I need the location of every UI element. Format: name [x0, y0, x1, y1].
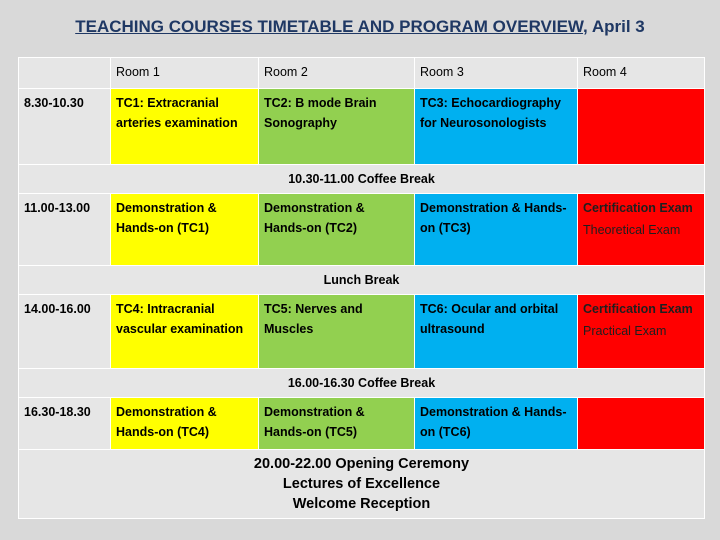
closing-event: 20.00-22.00 Opening Ceremony	[253, 456, 470, 472]
session-room-2: Demonstration & Hands-on (TC5)	[259, 398, 415, 450]
closing-event: Welcome Reception	[292, 496, 431, 512]
break-label: Lunch Break	[19, 266, 705, 295]
session-room-2: Demonstration & Hands-on (TC2)	[259, 194, 415, 266]
session-room-1: Demonstration & Hands-on (TC1)	[111, 194, 259, 266]
closing-events	[19, 450, 705, 519]
session-room-4	[578, 398, 705, 450]
room-4-subtitle: Theoretical Exam	[583, 223, 681, 237]
session-room-1: TC1: Extracranial arteries examination	[111, 89, 259, 165]
session-room-4	[578, 194, 705, 266]
table-row	[19, 89, 705, 165]
table-row	[19, 194, 705, 266]
closing-event: Lectures of Excellence	[282, 476, 441, 492]
header-corner	[19, 58, 111, 89]
break-row	[19, 369, 705, 398]
break-row	[19, 266, 705, 295]
closing-row	[19, 450, 705, 519]
room-4-subtitle: Practical Exam	[583, 324, 667, 338]
time-slot: 8.30-10.30	[19, 89, 111, 165]
session-room-3: TC3: Echocardiography for Neurosonologists	[415, 89, 578, 165]
table-row	[19, 398, 705, 450]
session-room-2: TC2: B mode Brain Sonography	[259, 89, 415, 165]
time-slot: 11.00-13.00	[19, 194, 111, 266]
timetable	[18, 57, 705, 519]
break-row	[19, 165, 705, 194]
page-title	[0, 17, 720, 37]
header-row	[19, 58, 705, 89]
title-main: TEACHING COURSES TIMETABLE AND PROGRAM OVERVIEW	[75, 17, 584, 36]
session-room-3: Demonstration & Hands-on (TC6)	[415, 398, 578, 450]
header-room-2: Room 2	[259, 58, 415, 89]
room-4-title: Certification Exam	[583, 302, 693, 316]
table-row	[19, 295, 705, 369]
session-room-1: TC4: Intracranial vascular examination	[111, 295, 259, 369]
session-room-4	[578, 295, 705, 369]
break-label: 16.00-16.30 Coffee Break	[19, 369, 705, 398]
room-4-title: Certification Exam	[583, 201, 693, 215]
session-room-3: TC6: Ocular and orbital ultrasound	[415, 295, 578, 369]
header-room-1: Room 1	[111, 58, 259, 89]
session-room-4	[578, 89, 705, 165]
break-label: 10.30-11.00 Coffee Break	[19, 165, 705, 194]
title-date: , April 3	[583, 17, 645, 36]
time-slot: 14.00-16.00	[19, 295, 111, 369]
time-slot: 16.30-18.30	[19, 398, 111, 450]
session-room-2: TC5: Nerves and Muscles	[259, 295, 415, 369]
session-room-1: Demonstration & Hands-on (TC4)	[111, 398, 259, 450]
session-room-3: Demonstration & Hands-on (TC3)	[415, 194, 578, 266]
header-room-4: Room 4	[578, 58, 705, 89]
header-room-3: Room 3	[415, 58, 578, 89]
